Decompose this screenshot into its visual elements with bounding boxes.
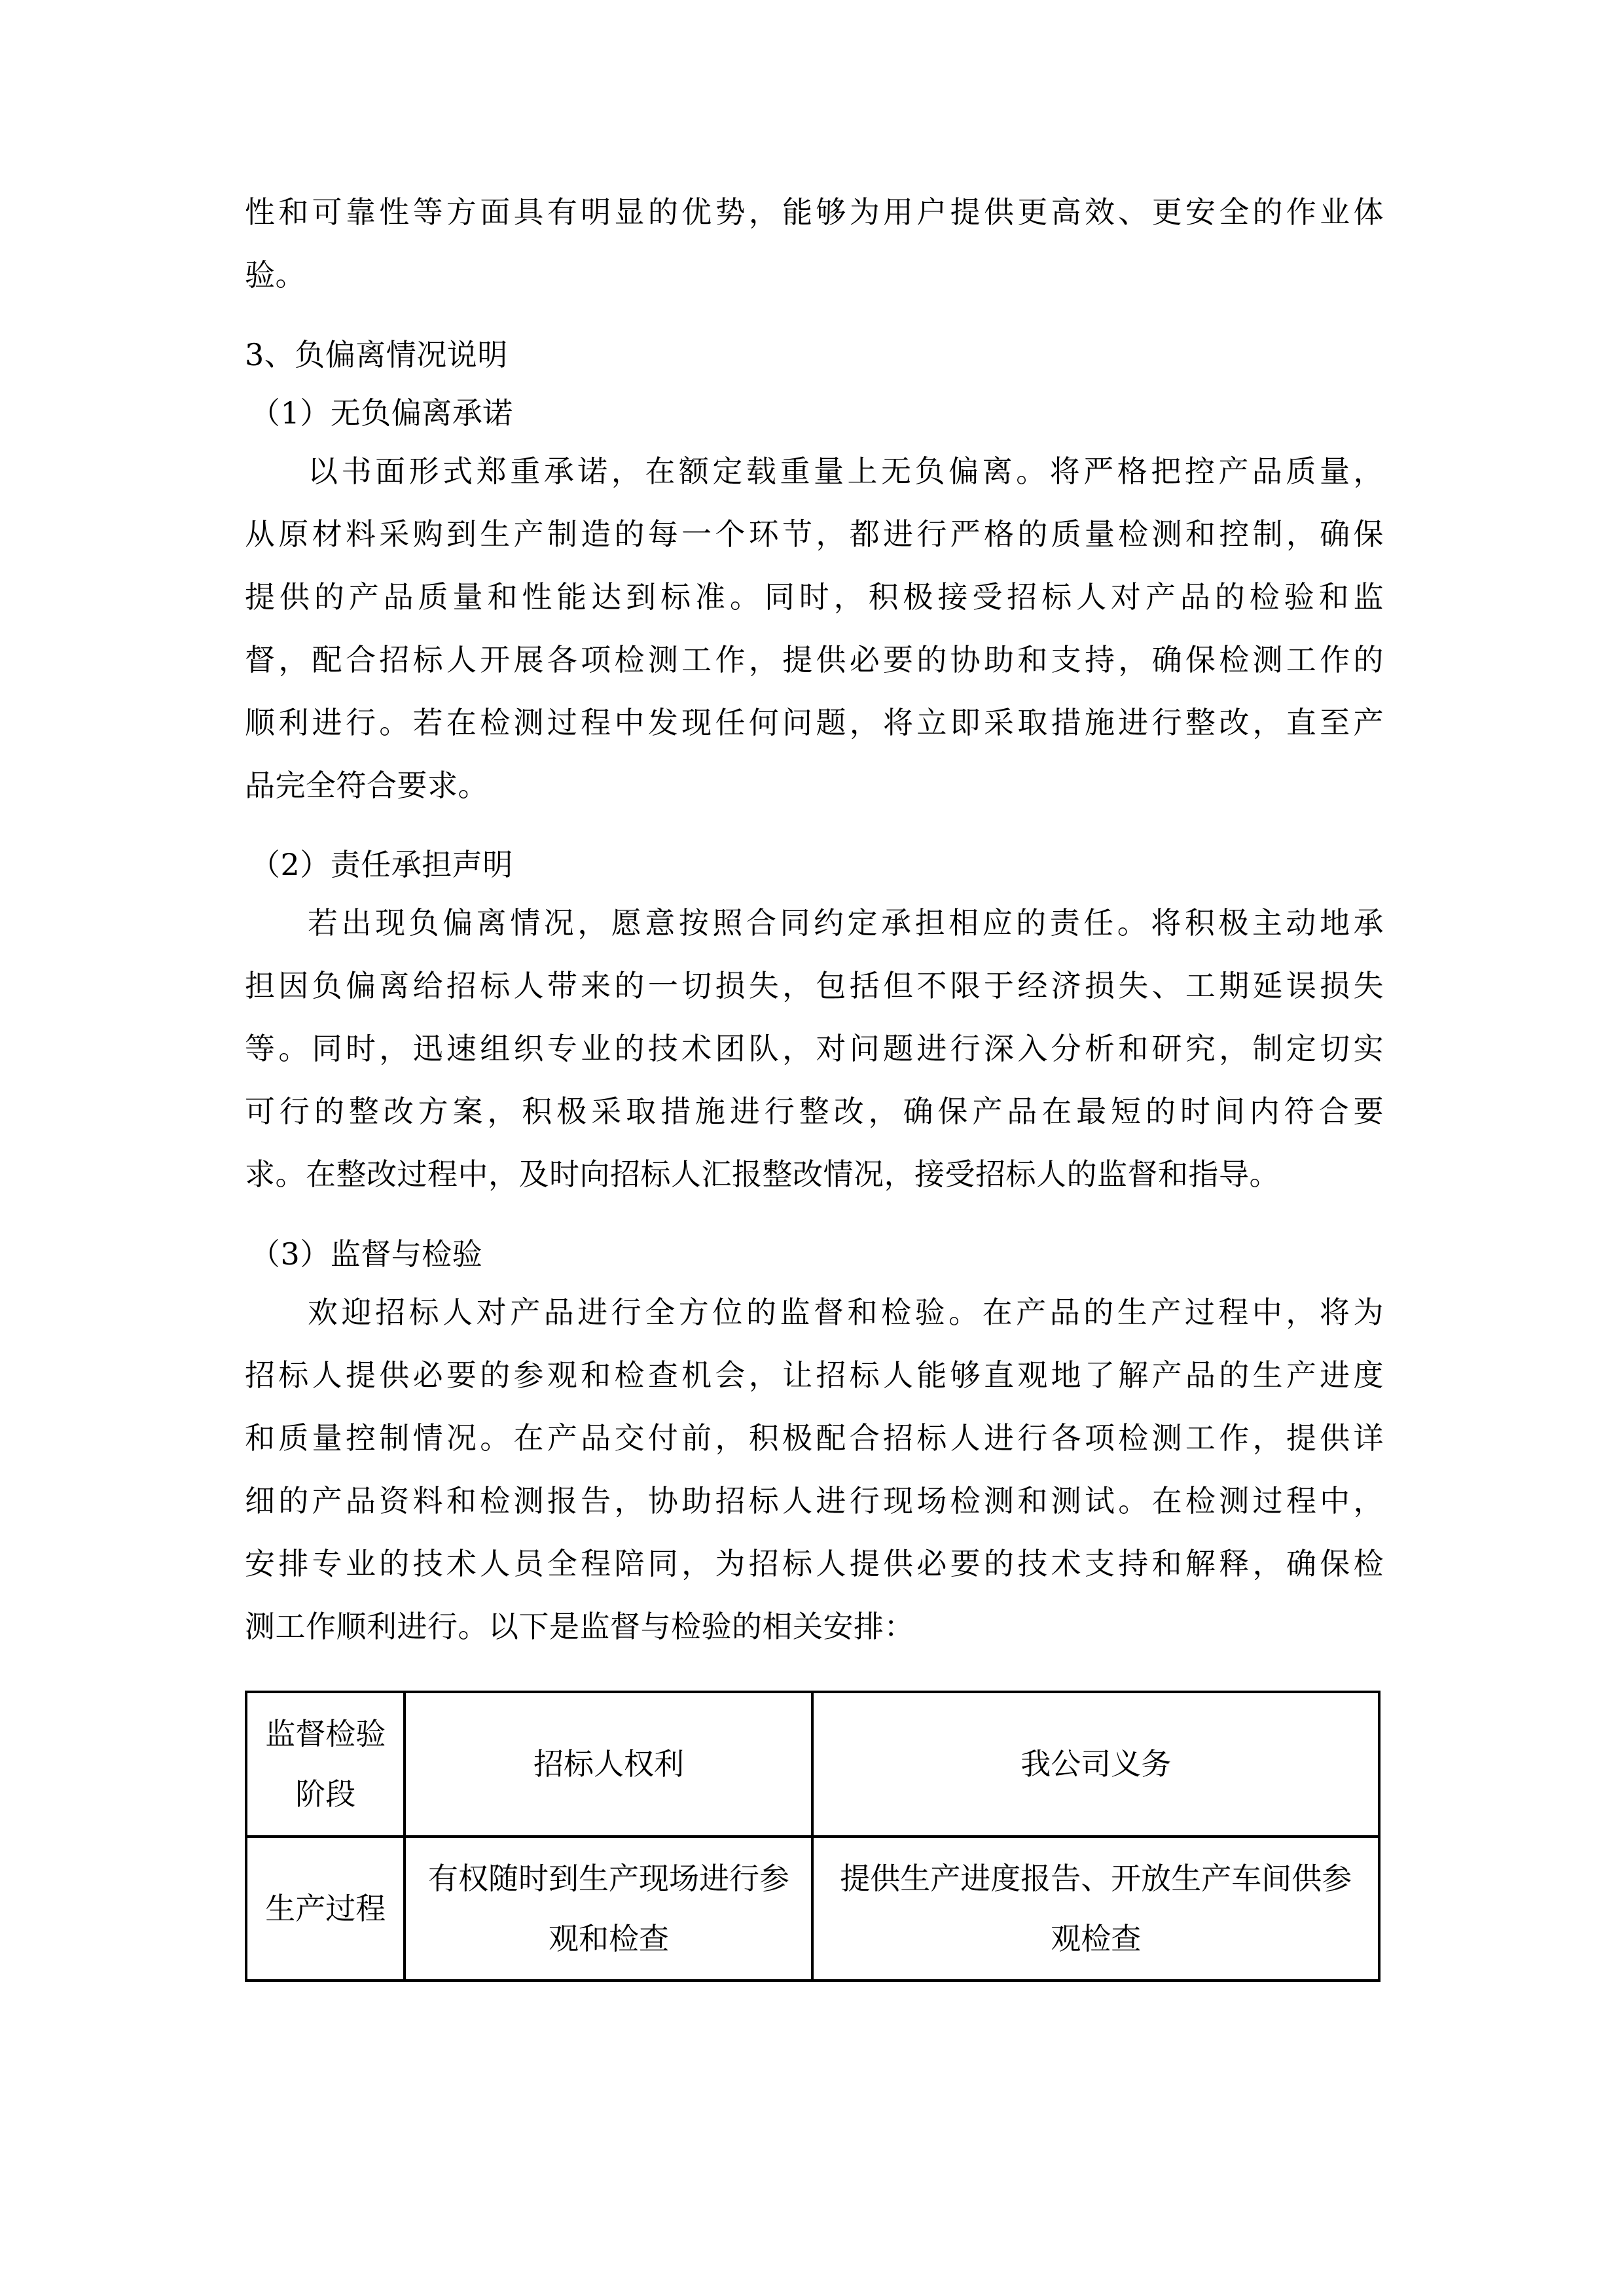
paragraph-line: 品完全符合要求。 xyxy=(245,768,488,803)
subsection-title: （2）责任承担声明 xyxy=(250,847,513,882)
supervision-inspection-table xyxy=(245,1691,1380,1982)
paragraph-line: 提供的产品质量和性能达到标准。同时，积极接受招标人对产品的检验和监 xyxy=(245,579,1384,615)
paragraph-line: 性和可靠性等方面具有明显的优势，能够为用户提供更高效、更安全的作业体 xyxy=(245,194,1384,230)
paragraph-line: 以书面形式郑重承诺，在额定载重量上无负偏离。将严格把控产品质量， xyxy=(308,454,1384,489)
paragraph-line: 等。同时，迅速组织专业的技术团队，对问题进行深入分析和研究，制定切实 xyxy=(245,1031,1384,1066)
table-cell-stage: 生产过程 xyxy=(246,1837,405,1981)
paragraph-line: 安排专业的技术人员全程陪同，为招标人提供必要的技术支持和解释，确保检 xyxy=(245,1546,1384,1581)
table-header-cell-company-obligations: 我公司义务 xyxy=(812,1692,1379,1837)
section-heading: 3、负偏离情况说明 xyxy=(245,337,508,372)
paragraph-line: 招标人提供必要的参观和检查机会，让招标人能够直观地了解产品的生产进度 xyxy=(245,1357,1384,1393)
paragraph-line: 求。在整改过程中，及时向招标人汇报整改情况，接受招标人的监督和指导。 xyxy=(245,1157,1280,1192)
table-header-cell-stage: 监督检验 阶段 xyxy=(246,1692,405,1837)
table-header-cell-tenderer-rights: 招标人权利 xyxy=(405,1692,812,1837)
subsection-title: （3）监督与检验 xyxy=(250,1236,483,1272)
paragraph-line: 若出现负偏离情况，愿意按照合同约定承担相应的责任。将积极主动地承 xyxy=(308,905,1384,941)
paragraph-line: 和质量控制情况。在产品交付前，积极配合招标人进行各项检测工作，提供详 xyxy=(245,1420,1384,1456)
subsection-title: （1）无负偏离承诺 xyxy=(250,395,513,431)
paragraph-line: 细的产品资料和检测报告，协助招标人进行现场检测和测试。在检测过程中， xyxy=(245,1483,1384,1518)
paragraph-line: 担因负偏离给招标人带来的一切损失，包括但不限于经济损失、工期延误损失 xyxy=(245,968,1384,1003)
table-cell-tenderer-rights: 有权随时到生产现场进行参 观和检查 xyxy=(405,1837,812,1981)
paragraph-line: 欢迎招标人对产品进行全方位的监督和检验。在产品的生产过程中，将为 xyxy=(308,1295,1384,1330)
paragraph-line: 测工作顺利进行。以下是监督与检验的相关安排： xyxy=(245,1609,914,1644)
paragraph-line: 从原材料采购到生产制造的每一个环节，都进行严格的质量检测和控制，确保 xyxy=(245,516,1384,552)
paragraph-line: 督，配合招标人开展各项检测工作，提供必要的协助和支持，确保检测工作的 xyxy=(245,642,1384,677)
paragraph-line: 顺利进行。若在检测过程中发现任何问题，将立即采取措施进行整改，直至产 xyxy=(245,705,1384,740)
table-header-row xyxy=(246,1692,1379,1837)
table-cell-company-obligations: 提供生产进度报告、开放生产车间供参 观检查 xyxy=(812,1837,1379,1981)
paragraph-line: 可行的整改方案，积极采取措施进行整改，确保产品在最短的时间内符合要 xyxy=(245,1094,1384,1129)
table-row xyxy=(246,1837,1379,1981)
paragraph-line: 验。 xyxy=(245,257,306,293)
